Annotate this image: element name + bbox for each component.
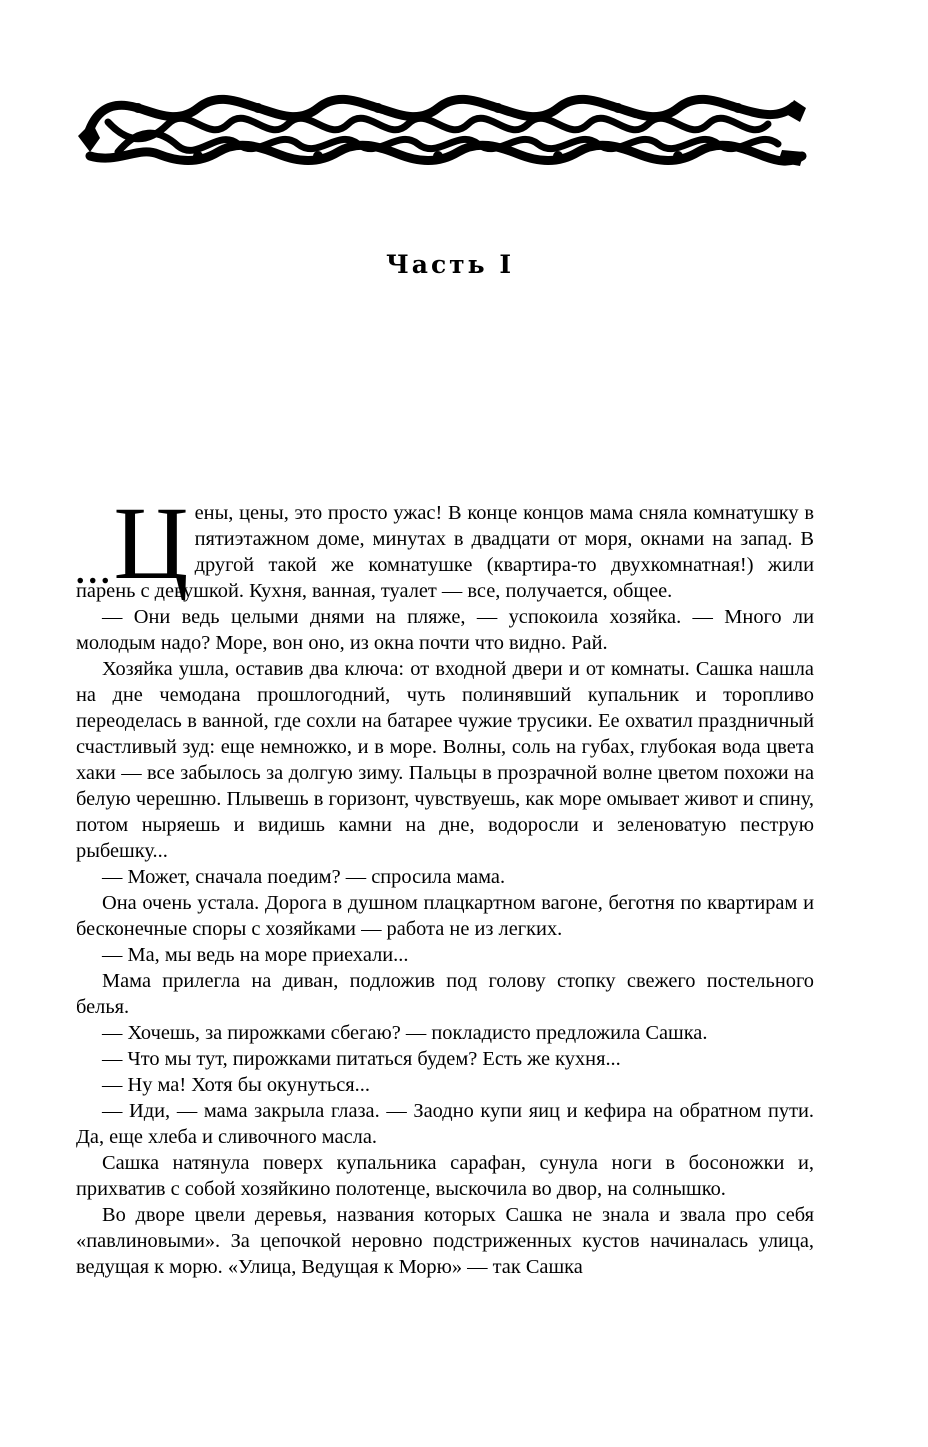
paragraph: Сашка натянула поверх купальника сарафан, сунула ноги в босоножки и, прихватив с собой хозяйкино полотенце, выскочила во двор, на солнышко. (76, 1152, 814, 1200)
dropcap-ellipsis: ... (76, 554, 114, 591)
body-text (76, 486, 814, 1280)
paragraph: Мама прилегла на диван, подложив под голову стопку свежего постельного белья. (76, 970, 814, 1018)
paragraph: Хозяйка ушла, оставив два ключа: от входной двери и от комнаты. Сашка нашла на дне чемодана прошлогодний, чуть полинявший купальник и торопливо переоделась в ванной, где сохли на батарее чужие трусики. Ее охватил праздничный счастливый зуд: еще немножко, и в море. Волны, соль на губах, глубокая вода цвета хаки — все забылось за долгую зиму. Пальцы в прозрачной волне цветом похожи на белую черешню. Плывешь в горизонт, чувствуешь, как море омывает живот и спину, потом ныряешь и видишь камни на дне, водоросли и зеленоватую пеструю рыбешку... (76, 658, 814, 862)
celtic-knot-ornament (78, 94, 808, 170)
paragraph: — Что мы тут, пирожками питаться будем? Есть же кухня... (102, 1048, 621, 1070)
paragraph: Во дворе цвели деревья, названия которых Сашка не знала и звала про себя «павлиновыми». За цепочкой неровно подстриженных кустов начиналась улица, ведущая к морю. «Улица, Ведущая к Морю» — так Сашка (76, 1204, 814, 1278)
paragraph: Она очень устала. Дорога в душном плацкартном вагоне, беготня по квартирам и бесконечные споры с хозяйками — работа не из легких. (76, 892, 814, 940)
paragraph-text: ены, цены, это просто ужас! В конце концов мама сняла комнатушку в пятиэтажном доме, минутах в двадцати от моря, окнами на запад. В другой такой же комнатушке (квартира-то двухкомнатная!) жили парень с девушкой. Кухня, ванная, туалет — все, получается, общее. (76, 502, 814, 602)
dropcap-block (76, 486, 189, 601)
paragraph (76, 486, 814, 604)
paragraph: — Они ведь целыми днями на пляже, — успокоила хозяйка. — Много ли молодым надо? Море, вон оно, из окна почти что видно. Рай. (76, 606, 814, 654)
paragraph: — Ну ма! Хотя бы окунуться... (102, 1074, 370, 1096)
paragraph: — Ма, мы ведь на море приехали... (102, 944, 409, 966)
paragraph: — Иди, — мама закрыла глаза. — Заодно купи яиц и кефира на обратном пути. Да, еще хлеба и сливочного масла. (76, 1100, 814, 1148)
paragraph: — Может, сначала поедим? — спросила мама. (102, 866, 506, 888)
paragraph: — Хочешь, за пирожками сбегаю? — покладисто предложила Сашка. (102, 1022, 708, 1044)
part-title: Часть I (385, 250, 515, 279)
dropcap-letter: Ц (113, 486, 189, 601)
